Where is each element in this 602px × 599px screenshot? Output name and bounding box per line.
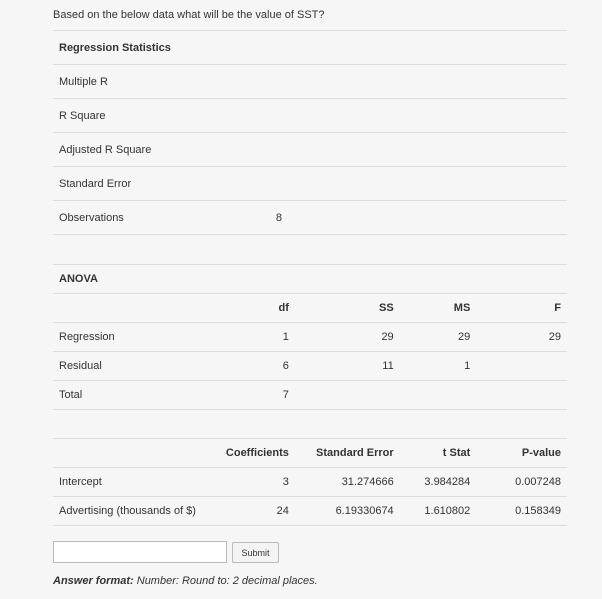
table-cell: 0.158349: [476, 497, 567, 526]
stat-value: [274, 133, 567, 167]
column-header: P-value: [476, 439, 567, 468]
table-row: [53, 201, 567, 235]
column-header: MS: [400, 294, 477, 323]
table-cell: 0.007248: [476, 468, 567, 497]
table-cell: 7: [214, 381, 295, 410]
column-header: Standard Error: [295, 439, 400, 468]
table-cell: 31.274666: [295, 468, 400, 497]
table-cell: 1: [214, 323, 295, 352]
table-cell: 29: [476, 323, 567, 352]
table-cell: 24: [214, 497, 295, 526]
column-header: SS: [295, 294, 400, 323]
table-cell: [476, 352, 567, 381]
table-cell: 29: [295, 323, 400, 352]
answer-input[interactable]: [53, 541, 227, 563]
table-cell: Advertising (thousands of $): [53, 497, 214, 526]
submit-button[interactable]: Submit: [232, 542, 279, 563]
answer-format-label: Answer format:: [53, 575, 134, 587]
table-cell: 11: [295, 352, 400, 381]
table-cell: Regression: [53, 323, 214, 352]
table-cell: 3.984284: [400, 468, 477, 497]
table-cell: Residual: [53, 352, 214, 381]
regression-statistics-title: Regression Statistics: [53, 31, 274, 65]
stat-label: Adjusted R Square: [53, 133, 274, 167]
anova-table: [53, 264, 567, 410]
table-row: [53, 468, 567, 497]
column-header: F: [476, 294, 567, 323]
table-cell: Total: [53, 381, 214, 410]
table-header-row: [53, 294, 567, 323]
column-header: t Stat: [400, 439, 477, 468]
table-row: [53, 167, 567, 201]
table-cell: 1: [400, 352, 477, 381]
column-header: [53, 439, 214, 468]
table-row: [53, 99, 567, 133]
table-header-row: [53, 31, 567, 65]
table-cell: [476, 381, 567, 410]
table-cell: [400, 381, 477, 410]
table-cell: Intercept: [53, 468, 214, 497]
table-cell: 29: [400, 323, 477, 352]
coefficients-table: [53, 438, 567, 526]
table-row: [53, 133, 567, 167]
table-cell: [295, 381, 400, 410]
table-cell: 3: [214, 468, 295, 497]
stat-label: Observations: [53, 201, 274, 235]
stat-label: R Square: [53, 99, 274, 133]
column-header: Coefficients: [214, 439, 295, 468]
table-row: [53, 323, 567, 352]
table-cell: 6: [214, 352, 295, 381]
table-row: [53, 65, 567, 99]
table-title-row: [53, 265, 567, 294]
table-cell: 1.610802: [400, 497, 477, 526]
stat-label: Multiple R: [53, 65, 274, 99]
question-text: Based on the below data what will be the value of SST?: [53, 9, 325, 21]
stat-value: [274, 167, 567, 201]
regression-statistics-table: [53, 30, 567, 235]
stat-label: Standard Error: [53, 167, 274, 201]
answer-format-text: Number: Round to: 2 decimal places.: [133, 575, 318, 587]
table-row: [53, 497, 567, 526]
stat-value: [274, 65, 567, 99]
table-header-row: [53, 439, 567, 468]
stat-value: 8: [274, 201, 567, 235]
table-row: [53, 352, 567, 381]
table-cell: 6.19330674: [295, 497, 400, 526]
stat-value: [274, 99, 567, 133]
anova-title: ANOVA: [53, 265, 214, 294]
column-header: [53, 294, 214, 323]
table-row: [53, 381, 567, 410]
answer-format-note: [53, 575, 318, 587]
column-header: df: [214, 294, 295, 323]
